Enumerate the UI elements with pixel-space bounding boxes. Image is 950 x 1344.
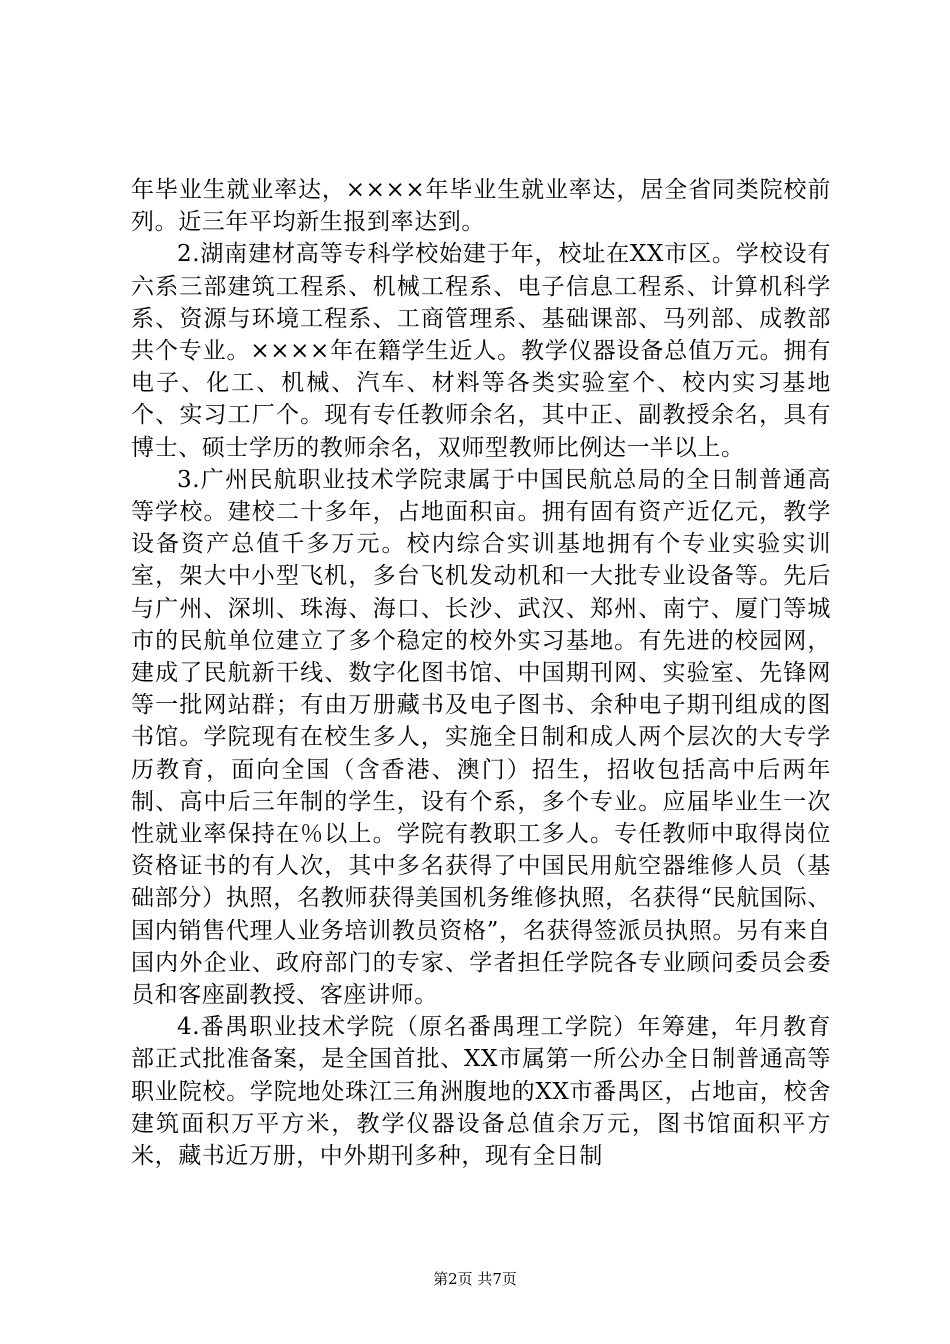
page-number-footer: 第2页 共7页 — [433, 1270, 517, 1288]
paragraph-continuation: 年毕业生就业率达，××××年毕业生就业率达，居全省同类院校前列。近三年平均新生报到率达到。 — [131, 177, 831, 236]
paragraph-panyu-polytechnic: 4.番禺职业技术学院（原名番禺理工学院）年筹建，年月教育部正式批准备案，是全国首批、XX市属第一所公办全日制普通高等职业院校。学院地处珠江三角洲腹地的XX市番禺区，占地亩，校舍建筑面积万平方米，教学仪器设备总值余万元，图书馆面积平方米，藏书近万册，中外期刊多种，现有全日制 — [131, 1014, 831, 1170]
paragraph-hunan-building-materials: 2.湖南建材高等专科学校始建于年，校址在XX市区。学校设有六系三部建筑工程系、机械工程系、电子信息工程系、计算机科学系、资源与环境工程系、工商管理系、基础课部、马列部、成教部共个专业。××××年在籍学生近人。教学仪器设备总值万元。拥有电子、化工、机械、汽车、材料等各类实验室个、校内实习基地个、实习工厂个。现有专任教师余名，其中正、副教授余名，具有博士、硕士学历的教师余名，双师型教师比例达一半以上。 — [131, 241, 831, 461]
paragraph-guangzhou-civil-aviation: 3.广州民航职业技术学院隶属于中国民航总局的全日制普通高等学校。建校二十多年，占地面积亩。拥有固有资产近亿元，教学设备资产总值千多万元。校内综合实训基地拥有个专业实验实训室，架大中小型飞机，多台飞机发动机和一大批专业设备等。先后与广州、深圳、珠海、海口、长沙、武汉、郑州、南宁、厦门等城市的民航单位建立了多个稳定的校外实习基地。有先进的校园网，建成了民航新干线、数字化图书馆、中国期刊网、实验室、先锋网等一批网站群；有由万册藏书及电子图书、余种电子期刊组成的图书馆。学院现有在校生多人，实施全日制和成人两个层次的大专学历教育，面向全国（含香港、澳门）招生，招收包括高中后两年制、高中后三年制的学生，设有个系，多个专业。应届毕业生一次性就业率保持在％以上。学院有教职工多人。专任教师中取得岗位资格证书的有人次，其中多名获得了中国民用航空器维修人员（基础部分）执照，名教师获得美国机务维修执照，名获得“民航国际、国内销售代理人业务培训教员资格”，名获得签派员执照。另有来自国内外企业、政府部门的专家、学者担任学院各专业顾问委员会委员和客座副教授、客座讲师。 — [131, 466, 831, 1009]
document-body — [131, 174, 831, 1172]
